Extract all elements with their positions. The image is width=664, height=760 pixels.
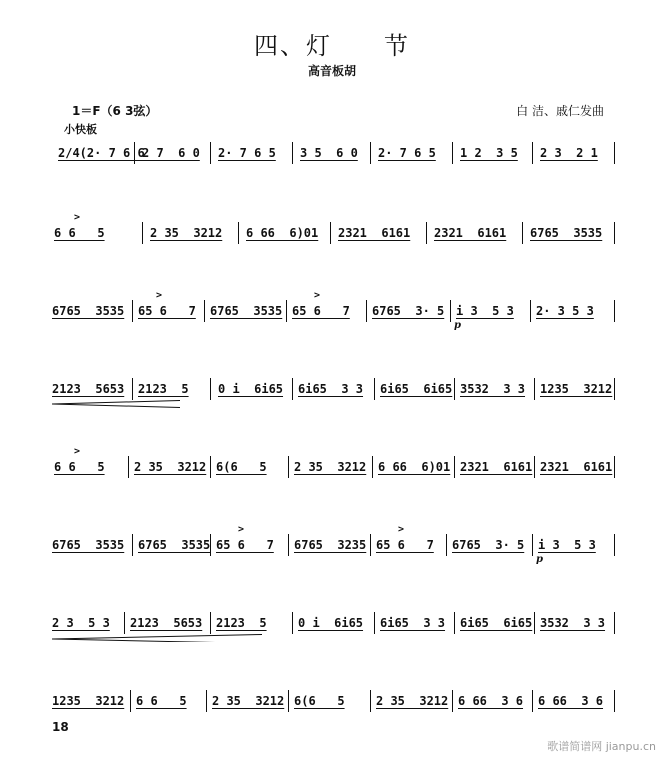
staff-line-4: [52, 378, 622, 404]
barline: [374, 612, 375, 634]
barline: [238, 222, 239, 244]
barline: [426, 222, 427, 244]
dynamic-mark-p: p: [454, 320, 461, 331]
barline: [450, 300, 451, 322]
barline: [532, 534, 533, 556]
measure: 3 5 6 0: [300, 146, 358, 160]
barline: [534, 456, 535, 478]
staff-line-1: [52, 142, 622, 168]
measure: 2· 7 6 5: [378, 146, 436, 160]
measure: 6 6 5: [136, 694, 187, 708]
barline: [454, 612, 455, 634]
measure: 1235 3212: [540, 382, 613, 396]
measure: 2123 5653: [130, 616, 203, 630]
barline: [372, 456, 373, 478]
measure: 1235 3212: [52, 694, 125, 708]
measure: 6765 3535: [52, 304, 125, 318]
key-signature: 1＝F（6 3弦）: [72, 104, 158, 118]
barline: [454, 378, 455, 400]
barline: [292, 612, 293, 634]
barline: [132, 534, 133, 556]
measure: 6(6 5: [294, 694, 345, 708]
measure: 2321 6161: [338, 226, 411, 240]
accent-mark: >: [74, 446, 81, 457]
barline: [204, 300, 205, 322]
accent-mark: >: [156, 290, 163, 301]
measure: 1 2 3 5: [460, 146, 518, 160]
measure: 6765 3· 5: [452, 538, 525, 552]
composer-credit: 白 洁、戚仁发曲: [516, 104, 604, 118]
measure: 2123 5: [138, 382, 189, 396]
barline: [292, 142, 293, 164]
measure: 0 i 6i65: [218, 382, 284, 396]
watermark-text: 歌谱简谱网 jianpu.cn: [547, 740, 656, 753]
measure: 2 3 2 1: [540, 146, 598, 160]
barline: [452, 142, 453, 164]
accent-mark: >: [314, 290, 321, 301]
staff-line-2: [52, 212, 622, 248]
measure: 2 35 3212: [294, 460, 367, 474]
barline: [614, 690, 615, 712]
measure: 2 35 3212: [150, 226, 223, 240]
measure: 6i65 3 3: [298, 382, 364, 396]
barline: [614, 456, 615, 478]
measure: 6765 3535: [52, 538, 125, 552]
dynamic-mark-p: p: [536, 554, 543, 565]
measure: 2· 7 6 5: [218, 146, 276, 160]
measure: 6765 3535: [530, 226, 603, 240]
measure: 6765 3· 5: [372, 304, 445, 318]
decrescendo-hairpin: [52, 634, 264, 642]
barline: [614, 222, 615, 244]
accent-mark: >: [398, 524, 405, 535]
measure: 2123 5653: [52, 382, 125, 396]
measure: 2 35 3212: [134, 460, 207, 474]
barline: [370, 142, 371, 164]
measure: i 3 5 3: [456, 304, 514, 318]
measure: 6765 3535: [210, 304, 283, 318]
barline: [210, 142, 211, 164]
measure: 0 i 6i65: [298, 616, 364, 630]
barline: [370, 534, 371, 556]
staff-line-8: [52, 690, 622, 716]
barline: [288, 456, 289, 478]
measure: 6 66 6)01: [378, 460, 451, 474]
barline: [532, 690, 533, 712]
barline: [132, 378, 133, 400]
measure: 2/4(2· 7 6 6: [58, 146, 145, 160]
measure: 2 3 5 3: [52, 616, 110, 630]
barline: [286, 300, 287, 322]
tempo-marking: 小快板: [64, 123, 97, 136]
barline: [522, 222, 523, 244]
measure: 65 6 7: [216, 538, 274, 552]
barline: [614, 534, 615, 556]
barline: [614, 612, 615, 634]
barline: [330, 222, 331, 244]
measure: 6(6 5: [216, 460, 267, 474]
measure: 6i65 3 3: [380, 616, 446, 630]
measure: i 3 5 3: [538, 538, 596, 552]
measure: 6i65 6i65: [380, 382, 453, 396]
decrescendo-hairpin: [52, 400, 182, 408]
measure: 6 6 5: [54, 226, 105, 240]
barline: [128, 456, 129, 478]
measure: 6765 3235: [294, 538, 367, 552]
barline: [614, 300, 615, 322]
barline: [530, 300, 531, 322]
barline: [124, 612, 125, 634]
page-number: 18: [52, 720, 69, 734]
barline: [132, 300, 133, 322]
barline: [534, 612, 535, 634]
barline: [288, 690, 289, 712]
barline: [210, 378, 211, 400]
accent-mark: >: [74, 212, 81, 223]
barline: [206, 690, 207, 712]
barline: [142, 222, 143, 244]
staff-line-5: [52, 446, 622, 482]
instrument-subtitle: 高音板胡: [307, 64, 356, 78]
barline: [210, 534, 211, 556]
page-title: 四、灯 节: [254, 32, 410, 60]
measure: 3532 3 3: [460, 382, 526, 396]
barline: [374, 378, 375, 400]
measure: 6 6 5: [54, 460, 105, 474]
staff-line-3: [52, 290, 622, 331]
barline: [134, 142, 135, 164]
measure: 6 66 6)01: [246, 226, 319, 240]
measure: 6 66 3 6: [458, 694, 524, 708]
measure: 65 6 7: [138, 304, 196, 318]
barline: [370, 690, 371, 712]
measure: 2321 6161: [540, 460, 613, 474]
staff-line-7: [52, 612, 622, 638]
barline: [292, 378, 293, 400]
measure: 2123 5: [216, 616, 267, 630]
barline: [452, 690, 453, 712]
barline: [614, 142, 615, 164]
measure: 2 35 3212: [376, 694, 449, 708]
barline: [532, 142, 533, 164]
measure: 2 35 3212: [212, 694, 285, 708]
measure: 6 66 3 6: [538, 694, 604, 708]
barline: [130, 690, 131, 712]
barline: [534, 378, 535, 400]
barline: [210, 456, 211, 478]
barline: [614, 378, 615, 400]
measure: 6765 3535: [138, 538, 211, 552]
measure: 6i65 6i65: [460, 616, 533, 630]
barline: [288, 534, 289, 556]
accent-mark: >: [238, 524, 245, 535]
barline: [454, 456, 455, 478]
staff-line-6: [52, 524, 622, 565]
barline: [210, 612, 211, 634]
measure: 2321 6161: [434, 226, 507, 240]
barline: [446, 534, 447, 556]
measure: 65 6 7: [376, 538, 434, 552]
measure: 2321 6161: [460, 460, 533, 474]
measure: 2 7 6 0: [142, 146, 200, 160]
measure: 2· 3 5 3: [536, 304, 594, 318]
barline: [366, 300, 367, 322]
measure: 3532 3 3: [540, 616, 606, 630]
measure: 65 6 7: [292, 304, 350, 318]
